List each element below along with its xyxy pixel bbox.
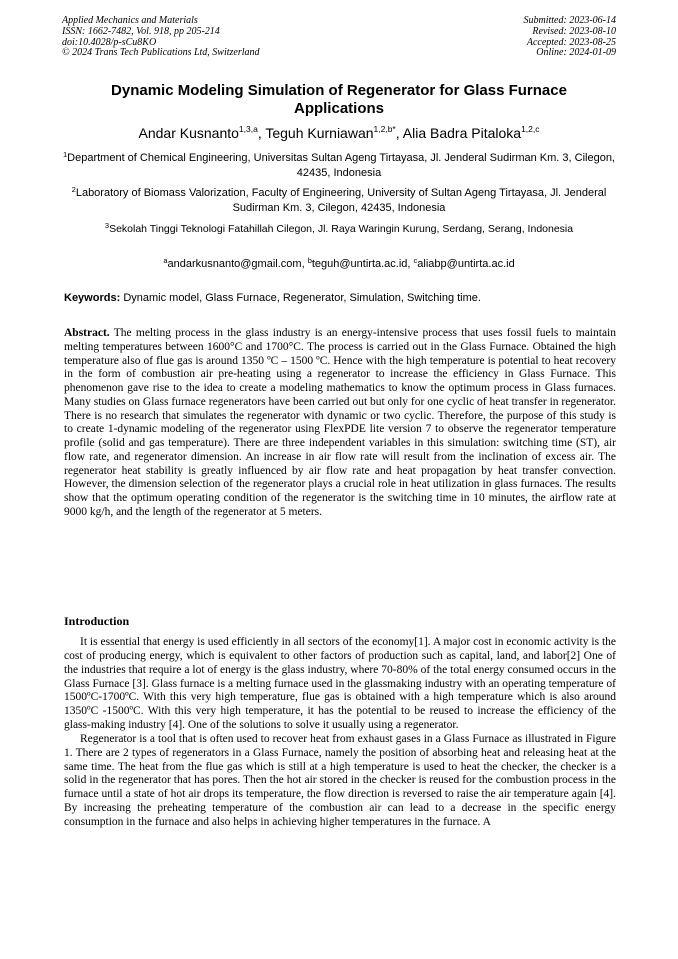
keywords-label: Keywords: bbox=[64, 292, 121, 304]
email-separator: , bbox=[407, 258, 414, 270]
affiliation-number: 2 bbox=[71, 185, 76, 194]
author-affiliation-marker: 1,3,a bbox=[238, 124, 258, 134]
issn-volume: ISSN: 1662-7482, Vol. 918, pp 205-214 bbox=[62, 25, 220, 37]
affiliation-number: 1 bbox=[62, 150, 68, 159]
email-link[interactable]: andarkusnanto@gmail.com bbox=[167, 258, 302, 270]
journal-header-left bbox=[62, 16, 260, 59]
author-emails bbox=[60, 257, 618, 271]
introduction-heading: Introduction bbox=[64, 614, 130, 628]
affiliation-3 bbox=[60, 222, 618, 237]
paper-title: Dynamic Modeling Simulation of Regenerator for Glass Furnace Applications bbox=[111, 82, 567, 117]
journal-header-right bbox=[524, 16, 617, 59]
doi-link[interactable]: doi:10.4028/p-sCu8KO bbox=[62, 36, 157, 48]
journal-name: Applied Mechanics and Materials bbox=[62, 15, 198, 26]
email-link[interactable]: aliabp@untirta.ac.id bbox=[417, 258, 515, 270]
affiliation-2 bbox=[60, 186, 618, 216]
affiliation-1 bbox=[60, 151, 618, 181]
author-list bbox=[40, 124, 638, 142]
affiliation-text: Department of Chemical Engineering, Universitas Sultan Ageng Tirtayasa, Jl. Jenderal Sudirman Km. 3, Cilegon, 42435, Indonesia bbox=[67, 152, 615, 179]
affiliation-text: Laboratory of Biomass Valorization, Faculty of Engineering, University of Sultan Ageng Tirtayasa, Jl. Jenderal Sudirman Km. 3, Cilegon, 42435, Indonesia bbox=[75, 187, 607, 214]
author-affiliation-marker: 1,2,c bbox=[521, 124, 540, 134]
author-separator: , bbox=[395, 125, 403, 141]
submitted-date: Submitted: 2023-06-14 bbox=[523, 15, 616, 26]
email-link[interactable]: teguh@untirta.ac.id bbox=[311, 258, 408, 270]
email-marker: b bbox=[307, 256, 312, 265]
abstract-label: Abstract. bbox=[64, 327, 110, 339]
keywords-line bbox=[64, 291, 616, 305]
abstract-paragraph bbox=[64, 327, 616, 520]
introduction-body bbox=[64, 636, 616, 830]
author-affiliation-marker: 1,2,b* bbox=[373, 124, 396, 134]
email-marker: c bbox=[413, 256, 418, 265]
affiliation-text: Sekolah Tinggi Teknologi Fatahillah Cilegon, Jl. Raya Waringin Kurung, Serdang, Serang, Indonesia bbox=[109, 223, 574, 235]
email-separator: , bbox=[301, 258, 308, 270]
accepted-date: Accepted: 2023-08-25 bbox=[526, 36, 616, 48]
abstract-text: The melting process in the glass industry is an energy-intensive process that uses fossil fuels to maintain melting temperatures between 1600°C and 1700°C. The process is carried out in the Glass Furnace. Obtained the high temperature also of flue gas is around 1350 ºC – 1500 ºC. Hence with the high temperature is potential to heat recovery in the form of combustion air pre-heating using a regenerator to increase the efficiency in Glass Furnace. This phenomenon gave rise to the idea to create a modeling mathematics to know the optimum process in Glass furnaces. Many studies on Glass furnace regenerators have been carried out but only for one cyclic of heat transfer in regenerator. There is no research that simulates the regenerator with dynamic or two cyclic. Therefore, the purpose of this study is to create 1-dynamic modeling of the regenerator using FlexPDE lite version 7 to observe the regenerator temperature profile (solid and gas temperature). There are three independent variables in this simulation: switching time (ST), air flow rate, and regenerator dimension. An increase in air flow rate will result from the inclination of excess air. The regenerator heat stability is greatly influenced by air flow rate and heat propagation by heat transfer convection. However, the dimension selection of the regenerator plays a crucial role in heat utilization in glass furnaces. The results show that the optimum operating condition of the regenerator is the switching time in 10 minutes, the airflow rate at 9000 kg/h, and the length of the regenerator at 5 meters. bbox=[64, 327, 616, 518]
keywords-text: Dynamic model, Glass Furnace, Regenerator, Simulation, Switching time. bbox=[123, 292, 481, 304]
affiliation-number: 3 bbox=[104, 221, 110, 230]
revised-date: Revised: 2023-08-10 bbox=[532, 25, 616, 37]
author-name: Teguh Kurniawan bbox=[265, 125, 374, 141]
online-date: Online: 2024-01-09 bbox=[536, 47, 616, 59]
email-marker: a bbox=[163, 256, 168, 265]
copyright-notice: © 2024 Trans Tech Publications Ltd, Switzerland bbox=[62, 47, 260, 59]
author-name: Alia Badra Pitaloka bbox=[402, 125, 522, 141]
author-name: Andar Kusnanto bbox=[138, 125, 239, 141]
intro-paragraph-1: It is essential that energy is used efficiently in all sectors of the economy[1]. A major cost in economic activity is the cost of producing energy, which is equivalent to other factors of production such as capital, land, and labor[2] One of the industries that require a lot of energy is the glass industry, where 70-80% of the total energy consumed occurs in the Glass Furnace [3]. Glass furnace is a melting furnace used in the glassmaking industry with an operating temperature of 1500ºC-1700ºC. With this very high temperature, flue gas is obtained with a high temperature which is also around 1350ºC -1500ºC. With this very high temperature, it has the potential to be reused to increase the efficiency of the glass-making industry [4]. One of the solutions to solve it usually using a regenerator. bbox=[64, 636, 616, 732]
author-separator: , bbox=[257, 125, 266, 141]
intro-paragraph-2: Regenerator is a tool that is often used to recover heat from exhaust gases in a Glass Furnace as illustrated in Figure 1. There are 2 types of regenerators in a Glass Furnace, namely the position of absorbing heat and releasing heat at the same time. The heat from the flue gas which is still at a high temperature is used to heat the checker, the checker is a solid in the regenerator that has pores. Then the hot air stored in the checker is reused for the combustion process in the furnace until a state of hot air drops its temperature, the flow direction is reversed to raise the air temperature again [4]. By increasing the preheating temperature of the combustion air can lead to a decrease in the specific energy consumption in the furnace and also helps in achieving higher temperatures in the furnace. A bbox=[64, 732, 616, 828]
